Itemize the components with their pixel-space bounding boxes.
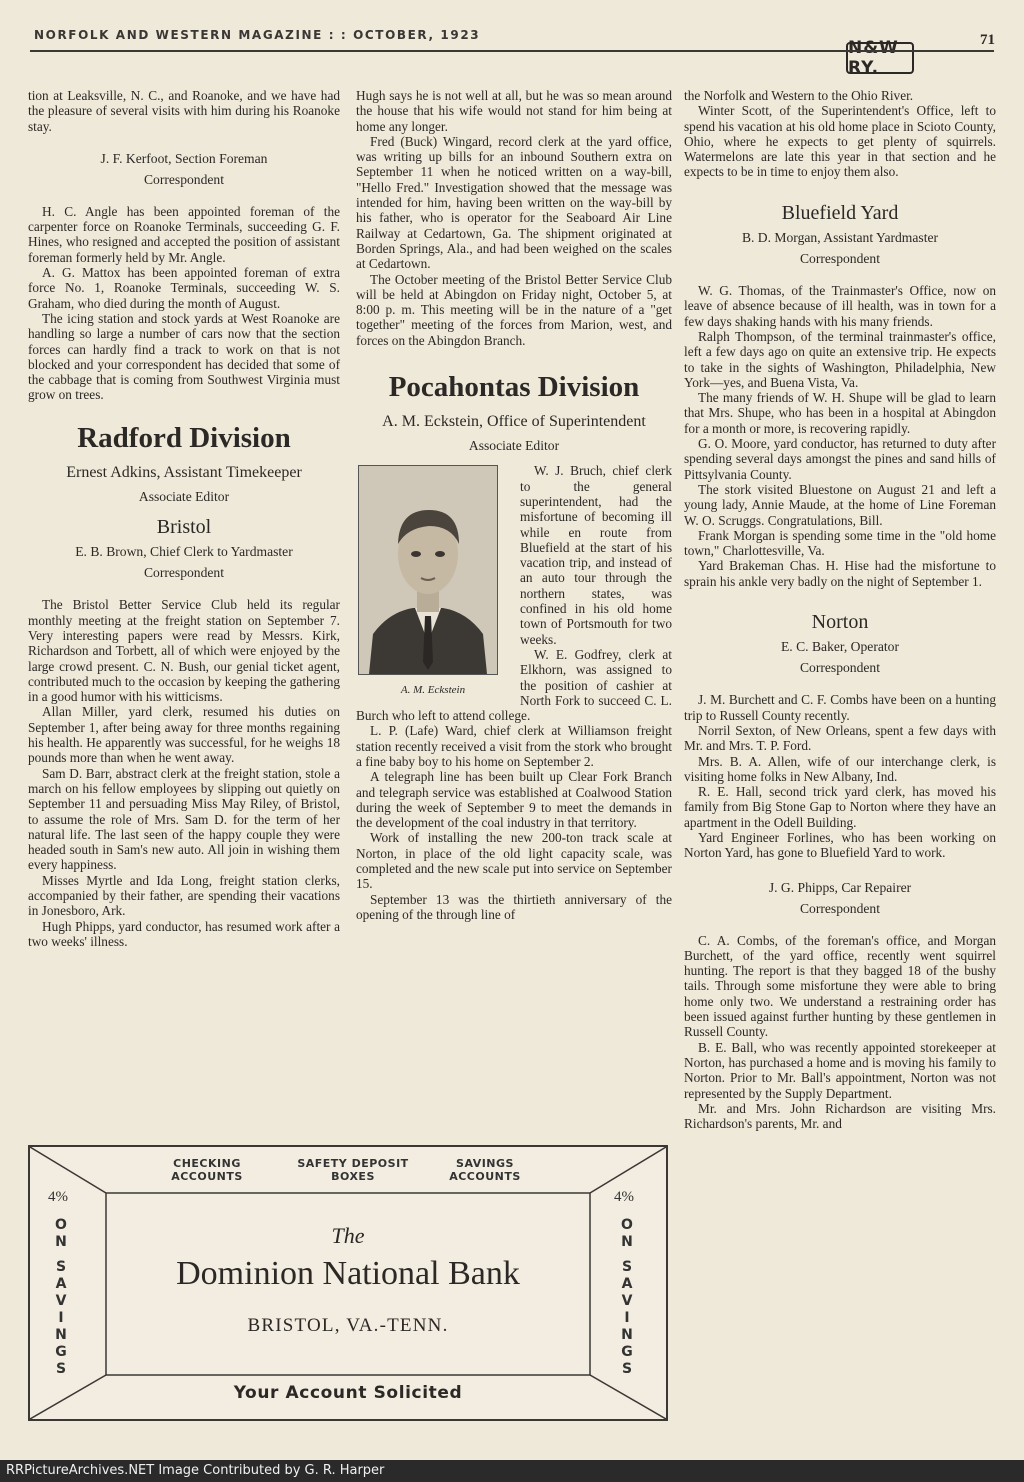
correspondent-block — [684, 227, 996, 269]
portrait-photo — [358, 465, 498, 675]
column-1 — [28, 88, 340, 949]
division-heading: Radford Division — [77, 421, 291, 454]
paragraph: The icing station and stock yards at West Roanoke are handling so large a number of cars now that the section forces can hardly find a track to work on that is not blocked and your correspondent has decided that some of the cabbage that is coming from Southwest Virginia must grow on trees. — [28, 310, 340, 403]
paragraph: Yard Brakeman Chas. H. Hise had the misfortune to sprain his ankle very badly on the night of September 1. — [684, 558, 996, 589]
bank-name-prefix: The — [331, 1223, 365, 1248]
masthead-title: NORFOLK AND WESTERN MAGAZINE : : OCTOBER, 1923 — [34, 28, 481, 42]
page-number: 71 — [980, 32, 995, 48]
paragraph: H. C. Angle has been appointed foreman of the carpenter force on Roanoke Terminals, succeeding G. F. Hines, who resigned and accepted the position of assistant foreman formerly held by Mr. Angle. — [28, 203, 340, 265]
section-heading: Bluefield Yard — [781, 201, 899, 224]
right-interest-rate: 4% — [614, 1189, 634, 1205]
paragraph: Mr. and Mrs. John Richardson are visiting Mrs. Richardson's parents, Mr. and — [684, 1100, 996, 1132]
paragraph: Mrs. B. A. Allen, wife of our interchange clerk, is visiting home folks in New Albany, Ind. — [684, 753, 996, 784]
correspondent-name: E. C. Baker, Operator — [781, 639, 899, 655]
paragraph: R. E. Hall, second trick yard clerk, has moved his family from Big Stone Gap to Norton where they have an apartment in the Odell Building. — [684, 784, 996, 830]
correspondent-block — [28, 148, 340, 190]
correspondent-role: Correspondent — [143, 171, 225, 187]
bank-advertisement — [28, 1145, 668, 1421]
section-heading: Norton — [811, 611, 869, 634]
section-heading: Bristol — [156, 516, 212, 539]
paragraph: Sam D. Barr, abstract clerk at the freight station, stole a march on his fellow employees by slipping out quietly on September 11 and persuading Miss May Riley, of Bristol, to assume the role of Mrs. Sam D. for the term of her natural life. The last seen of the happy couple they were headed south in Sam's new auto. All join in wishing them every happiness. — [28, 765, 340, 873]
paragraph: Fred (Buck) Wingard, record clerk at the yard office, was writing up bills for an inbound Southern extra on September 11 when he noticed written on a way-bill, "Hello Fred." Investigation showed that the message was intended for him, having been written on the way-bill by his father, who is operator for the Seaboard Air Line Railway at Cedartown, Ga. The shipment originated at Borden Springs, Ala., and had been weighed on the scales at Cedartown. — [356, 133, 672, 272]
image-credit-footer: RRPictureArchives.NET Image Contributed by G. R. Harper — [0, 1460, 1024, 1482]
paragraph: A telegraph line has been built up Clear Fork Branch and telegraph service was established at Coalwood Station during the week of September 9 to meet the demands in the development of the coal industry in that territory. — [356, 769, 672, 831]
correspondent-role: Correspondent — [143, 565, 225, 581]
paragraph: Allan Miller, yard clerk, resumed his duties on September 1, after being away for three months regaining his health. He apparently was successful, for he weighs 18 pounds more than when he went away. — [28, 704, 340, 766]
ad-tagline: Your Account Solicited — [233, 1383, 463, 1403]
paragraph: September 13 was the thirtieth anniversary of the opening of the through line of — [356, 891, 672, 922]
correspondent-block — [684, 636, 996, 678]
paragraph: Work of installing the new 200-ton track scale at Norton, in place of the old light capacity scale, was completed and the new scale put into service on September 15. — [356, 830, 672, 892]
portrait-illustration — [359, 466, 497, 674]
paragraph: L. P. (Lafe) Ward, chief clerk at Williamson freight station recently received a visit from the stork who brought a fine baby boy to his home on September 2. — [356, 723, 672, 769]
paragraph: Yard Engineer Forlines, who has been working on Norton Yard, has gone to Bluefield Yard to work. — [684, 829, 996, 861]
paragraph: J. M. Burchett and C. F. Combs have been on a hunting trip to Russell County recently. — [684, 692, 996, 723]
paragraph: The Bristol Better Service Club held its regular monthly meeting at the freight station on September 7. Very interesting papers were read by Messrs. Kirk, Richardson and Torbett, all of which were enjoyed by the large crowd present. C. N. Bush, our genial ticket agent, contributed much to the occasion by keeping the gathering in a good humor with his witticisms. — [28, 597, 340, 705]
paragraph: Ralph Thompson, of the terminal trainmaster's office, left a few days ago on quite an extensive trip. He expects to take in the sights of Washington, Philadelphia, New York—yes, and Buena Vista, Va. — [684, 328, 996, 390]
bank-name: Dominion National Bank — [176, 1255, 520, 1292]
paragraph: Frank Morgan is spending some time in the "old home town," Charlottesville, Va. — [684, 527, 996, 559]
correspondent-name: J. F. Kerfoot, Section Foreman — [100, 150, 268, 166]
correspondent-role: Correspondent — [799, 660, 881, 676]
paragraph: W. E. Godfrey, clerk at Elkhorn, was assigned to the position of cashier at North Fork to succeed C. L. Burch who left to attend college. — [356, 646, 672, 724]
bank-city: BRISTOL, VA.-TENN. — [247, 1315, 449, 1336]
division-heading: Pocahontas Division — [388, 371, 640, 404]
paragraph: The many friends of W. H. Shupe will be glad to learn that Mrs. Shupe, who has been in a hospital at Abingdon for a month or more, is recovering rapidly. — [684, 390, 996, 436]
correspondent-role: Correspondent — [799, 900, 881, 916]
associate-editor-label: Associate Editor — [468, 438, 560, 454]
paragraph: the Norfolk and Western to the Ohio River. — [684, 88, 914, 103]
right-side-text: O N S A V I N G S — [621, 1217, 633, 1377]
paragraph: Hugh says he is not well at all, but he was so mean around the house that his wife would not stand for him being at home any longer. — [356, 88, 672, 134]
paragraph: The October meeting of the Bristol Better Service Club will be held at Abingdon on Friday night, October 5, at 8:00 p. m. This meeting will be in the nature of a "get together" meeting of the forces from Marion, west, and forces on the Abingdon Branch. — [356, 271, 672, 348]
left-interest-rate: 4% — [48, 1189, 68, 1205]
photo-caption: A. M. Eckstein — [400, 684, 466, 697]
correspondent-name: J. G. Phipps, Car Repairer — [768, 879, 912, 895]
left-side-text: O N S A V I N G S — [55, 1217, 67, 1377]
checking-accounts-label: CHECKING ACCOUNTS — [171, 1157, 243, 1183]
safety-deposit-label: SAFETY DEPOSIT BOXES — [297, 1157, 409, 1183]
paragraph: tion at Leaksville, N. C., and Roanoke, and we have had the pleasure of several visits with him during his Roanoke stay. — [28, 88, 340, 134]
paragraph: W. G. Thomas, of the Trainmaster's Office, now on leave of absence because of ill health, was in town for a few days shaking hands with his many friends. — [684, 283, 996, 329]
correspondent-block — [28, 541, 340, 583]
column-3 — [684, 88, 996, 1131]
paragraph: A. G. Mattox has been appointed foreman of extra force No. 1, Roanoke Terminals, succeeding W. S. Graham, who died during the month of August. — [28, 265, 340, 311]
column-2 — [356, 88, 672, 922]
paragraph: W. J. Bruch, chief clerk to the general superintendent, had the misfortune of becoming ill while en route from Bluefield at the start of his vacation trip, and instead of an auto tour through the northern states, was confined in his old home town of Portsmouth for two weeks. — [520, 463, 672, 647]
header-rule — [30, 50, 994, 52]
paragraph: Norril Sexton, of New Orleans, spent a few days with Mr. and Mrs. T. P. Ford. — [684, 722, 996, 754]
correspondent-block — [684, 877, 996, 919]
correspondent-role: Correspondent — [799, 251, 881, 267]
paragraph: Winter Scott, of the Superintendent's Office, left to spend his vacation at his old home place in Scioto County, Ohio, where he expects to get plenty of squirrels. Watermelons are late this year in that section and he expects to be in time to enjoy them also. — [684, 103, 996, 180]
division-byline: A. M. Eckstein, Office of Superintendent — [382, 413, 646, 431]
paragraph: B. E. Ball, who was recently appointed storekeeper at Norton, has purchased a home and is moving his family to Norton. Prior to Mr. Ball's appointment, Norton was not represented by the Supply Department. — [684, 1039, 996, 1101]
paragraph: C. A. Combs, of the foreman's office, and Morgan Burchett, of the yard office, recently went squirrel hunting. The report is that they bagged 18 of the bushy tails. Through some misfortune they were able to bring home only two. We understand a restraining order has been issued against further hunting by these gentlemen in Russell County. — [684, 932, 996, 1040]
nw-logo: N&W RY. — [846, 42, 914, 74]
associate-editor-label: Associate Editor — [138, 488, 230, 504]
paragraph: G. O. Moore, yard conductor, has returned to duty after spending several days amongst the pines and sand hills of Pittsylvania County. — [684, 436, 996, 482]
correspondent-name: E. B. Brown, Chief Clerk to Yardmaster — [75, 544, 293, 560]
paragraph: Hugh Phipps, yard conductor, has resumed work after a two weeks' illness. — [28, 918, 340, 949]
portrait-figure — [358, 465, 508, 698]
savings-accounts-label: SAVINGS ACCOUNTS — [449, 1157, 521, 1183]
division-byline: Ernest Adkins, Assistant Timekeeper — [66, 463, 302, 481]
paragraph: Misses Myrtle and Ida Long, freight station clerks, accompanied by their father, are spending their vacations in Jonesboro, Ark. — [28, 872, 340, 919]
correspondent-name: B. D. Morgan, Assistant Yardmaster — [741, 230, 939, 246]
paragraph: The stork visited Bluestone on August 21 and left a young lady, Annie Maude, at the home of Line Foreman W. O. Scruggs. Congratulations, Bill. — [684, 481, 996, 528]
